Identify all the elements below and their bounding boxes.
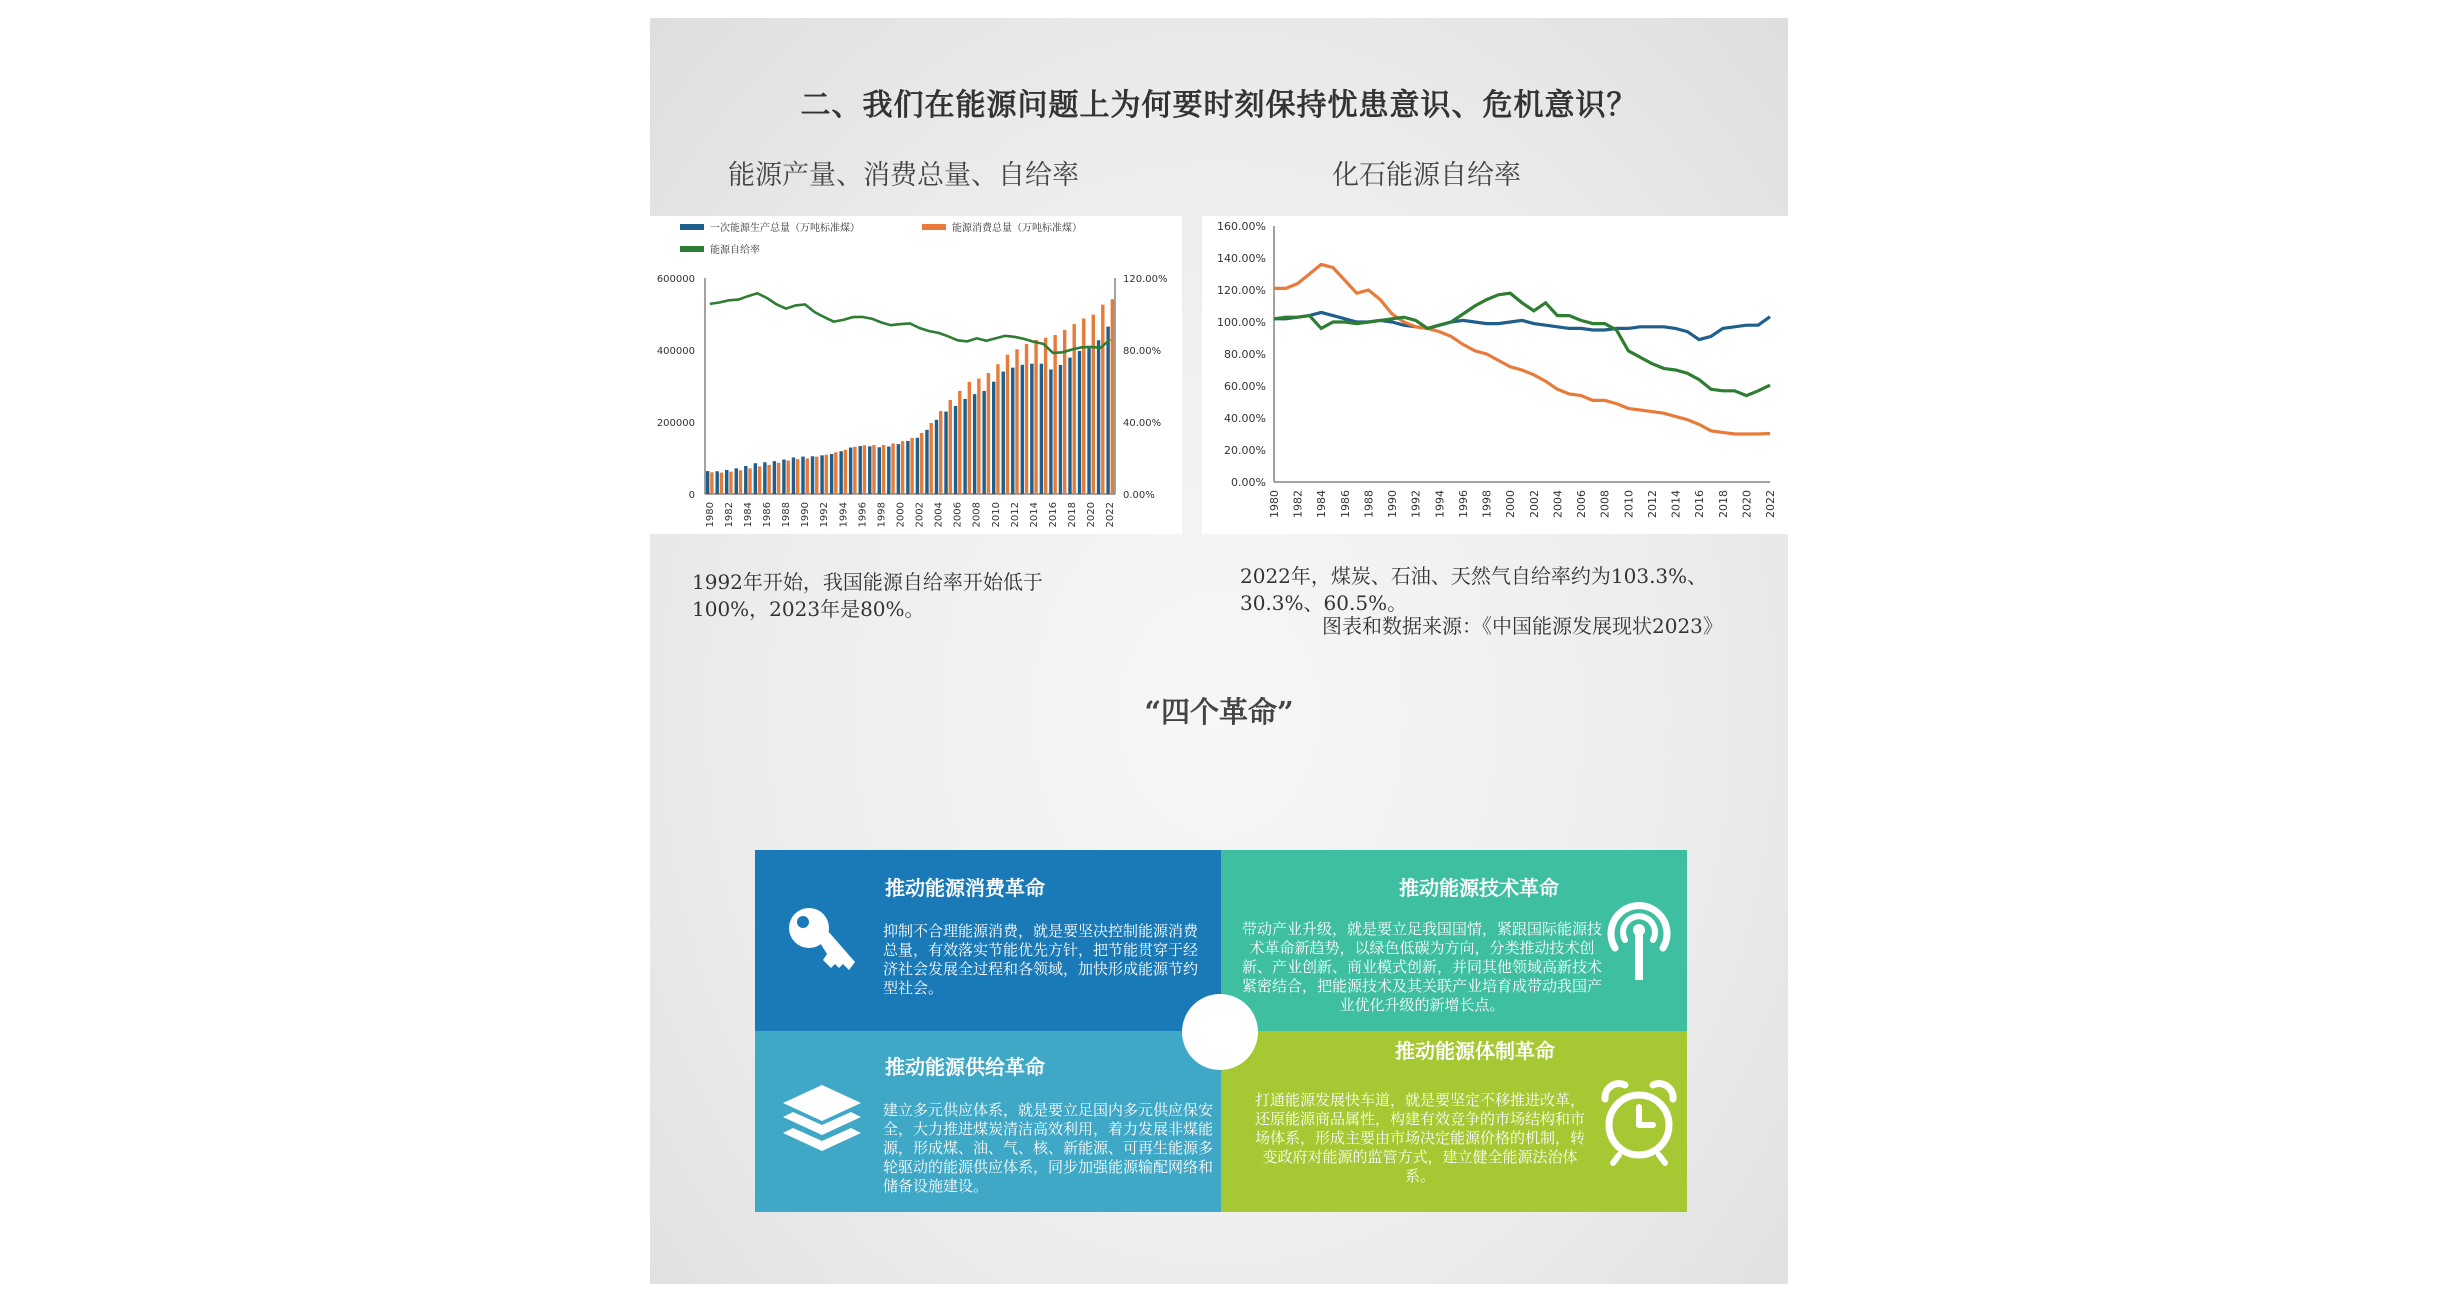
production-bar xyxy=(811,456,814,494)
consumption-bar xyxy=(1015,349,1018,494)
production-bar xyxy=(906,441,909,494)
production-bar xyxy=(1087,347,1090,494)
consumption-bar xyxy=(968,382,971,494)
x-tick-label: 2010 xyxy=(1622,490,1636,518)
x-tick-label: 1982 xyxy=(723,502,735,528)
consumption-bar xyxy=(786,461,789,494)
series-line-2 xyxy=(1274,293,1770,395)
legend-label: 一次能源生产总量（万吨标准煤） xyxy=(710,223,860,234)
consumption-bar xyxy=(1082,319,1085,495)
y-tick-label: 100.00% xyxy=(1217,316,1266,329)
self-sufficiency-line xyxy=(710,293,1110,353)
production-bar xyxy=(801,457,804,494)
x-tick-label: 2010 xyxy=(990,502,1002,528)
x-tick-label: 1994 xyxy=(838,502,850,528)
x-tick-label: 1986 xyxy=(762,502,773,528)
x-tick-label: 1994 xyxy=(1433,490,1447,518)
consumption-bar xyxy=(796,459,799,494)
x-tick-label: 1988 xyxy=(1362,490,1376,518)
consumption-bar xyxy=(891,443,894,494)
legend-label: 能源消费总量（万吨标准煤） xyxy=(952,223,1082,234)
x-tick-label: 2020 xyxy=(1740,490,1754,518)
consumption-bar xyxy=(882,445,885,494)
x-tick-label: 2016 xyxy=(1048,502,1059,528)
technology-revolution-card xyxy=(1221,850,1687,1031)
legend-swatch xyxy=(922,224,946,230)
x-tick-label: 2018 xyxy=(1067,502,1079,528)
legend-label: 能源自给率 xyxy=(710,245,760,256)
right-note: 2022年，煤炭、石油、天然气自给率约为103.3%、30.3%、60.5%。 xyxy=(1240,564,1708,615)
card-body: 带动产业升级，就是要立足我国国情，紧跟国际能源技术革命新趋势，以绿色低碳为方向，分类推动技术创新、产业创新、商业模式创新，并同其他领域高新技术紧密结合，把能源技术及其关联产业培育成带动我国产业优化升级的新增长点。 xyxy=(1241,920,1602,1014)
production-bar xyxy=(782,460,785,494)
y-tick-label: 80.00% xyxy=(1224,348,1266,361)
x-tick-label: 1986 xyxy=(1338,490,1352,518)
supply-revolution-card xyxy=(755,1031,1221,1212)
consumption-bar xyxy=(920,433,923,494)
slide xyxy=(650,18,1788,1284)
x-tick-label: 1982 xyxy=(1291,490,1305,518)
consumption-revolution-card xyxy=(755,850,1221,1031)
production-bar xyxy=(887,447,890,494)
consumption-bar xyxy=(844,450,847,494)
x-tick-label: 2018 xyxy=(1716,490,1730,518)
x-tick-label: 2002 xyxy=(1527,490,1541,518)
x-tick-label: 1984 xyxy=(742,502,754,528)
x-tick-label: 2008 xyxy=(971,502,983,528)
left-chart-title: 能源产量、消费总量、自给率 xyxy=(728,160,1079,191)
x-tick-label: 2008 xyxy=(1598,490,1612,518)
production-bar xyxy=(963,399,966,494)
consumption-bar xyxy=(729,472,732,494)
page-heading: 二、我们在能源问题上为何要时刻保持忧患意识、危机意识？ xyxy=(800,88,1638,123)
consumption-bar xyxy=(939,411,942,494)
right-chart-box xyxy=(1202,216,1788,534)
consumption-bar xyxy=(777,463,780,494)
production-bar xyxy=(1021,365,1024,494)
y-right-tick-label: 0.00% xyxy=(1123,490,1155,501)
card-title: 推动能源技术革命 xyxy=(1399,876,1559,900)
card-body: 打通能源发展快车道，就是要坚定不移推进改革，还原能源商品属性，构建有效竞争的市场结构和市场体系，形成主要由市场决定能源价格的机制，转变政府对能源的监管方式，建立健全能源法治体系。 xyxy=(1255,1091,1586,1185)
x-tick-label: 2022 xyxy=(1105,502,1117,528)
consumption-bar xyxy=(720,473,723,494)
production-bar xyxy=(725,470,728,494)
y-right-tick-label: 80.00% xyxy=(1123,346,1162,357)
x-tick-label: 1998 xyxy=(1480,490,1494,518)
x-tick-label: 2004 xyxy=(1551,490,1565,518)
x-tick-label: 2006 xyxy=(1575,490,1588,518)
y-tick-label: 60.00% xyxy=(1224,380,1266,393)
series-line-1 xyxy=(1274,264,1770,434)
x-tick-label: 2014 xyxy=(1029,502,1040,528)
x-tick-label: 1980 xyxy=(704,502,716,528)
consumption-bar xyxy=(1006,355,1009,494)
x-tick-label: 2012 xyxy=(1009,502,1021,528)
x-tick-label: 1984 xyxy=(1315,490,1329,518)
consumption-bar xyxy=(748,468,751,494)
x-tick-label: 2022 xyxy=(1764,490,1777,518)
y-tick-label: 120.00% xyxy=(1217,284,1266,297)
legend-swatch xyxy=(680,224,704,230)
production-bar xyxy=(858,446,861,494)
system-revolution-card xyxy=(1221,1031,1687,1212)
legend-swatch xyxy=(680,246,704,252)
consumption-bar xyxy=(1053,335,1056,494)
x-tick-label: 1980 xyxy=(1268,490,1281,518)
y-tick-label: 20.00% xyxy=(1224,444,1266,457)
four-revolutions-title: “四个革命” xyxy=(1144,695,1294,729)
consumption-bar xyxy=(910,438,913,494)
consumption-bar xyxy=(1101,305,1104,494)
consumption-bar xyxy=(1044,338,1047,494)
production-bar xyxy=(935,420,938,494)
card-title: 推动能源体制革命 xyxy=(1395,1039,1555,1063)
production-bar xyxy=(925,430,928,494)
source-note: 图表和数据来源：《中国能源发展现状2023》 xyxy=(1322,614,1723,638)
x-tick-label: 2020 xyxy=(1086,502,1098,528)
consumption-bar xyxy=(872,445,875,494)
y-left-tick-label: 0 xyxy=(688,490,695,501)
consumption-bar xyxy=(853,447,856,494)
series-line-0 xyxy=(1274,312,1770,339)
production-bar xyxy=(1002,372,1005,494)
layers-icon xyxy=(779,1079,865,1165)
consumption-bar xyxy=(710,472,713,494)
production-bar xyxy=(763,462,766,494)
production-bar xyxy=(916,438,919,494)
y-left-tick-label: 600000 xyxy=(656,274,695,285)
production-bar xyxy=(1040,364,1043,494)
production-bar xyxy=(735,468,738,494)
consumption-bar xyxy=(958,391,961,494)
consumption-bar xyxy=(901,441,904,494)
x-tick-label: 2014 xyxy=(1669,490,1683,518)
production-bar xyxy=(992,382,995,494)
right-chart-title: 化石能源自给率 xyxy=(1332,160,1521,191)
consumption-bar xyxy=(977,379,980,494)
production-bar xyxy=(830,454,833,494)
y-tick-label: 40.00% xyxy=(1224,412,1266,425)
x-tick-label: 1988 xyxy=(781,502,792,528)
left-note: 1992年开始，我国能源自给率开始低于100%，2023年是80%。 xyxy=(692,570,1043,621)
consumption-bar xyxy=(739,470,742,494)
x-tick-label: 1996 xyxy=(857,502,869,528)
consumption-bar xyxy=(1111,299,1114,494)
alarm-clock-icon xyxy=(1597,1077,1681,1167)
x-tick-label: 1992 xyxy=(1409,490,1423,518)
production-bar xyxy=(1049,369,1052,494)
production-bar xyxy=(1068,358,1071,494)
antenna-icon xyxy=(1601,896,1677,986)
card-body: 建立多元供应体系，就是要立足国内多元供应保安全，大力推进煤炭清洁高效利用，着力发展非煤能源，形成煤、油、气、核、新能源、可再生能源多轮驱动的能源供应体系，同步加强能源输配网络和储备设施建设。 xyxy=(883,1101,1214,1195)
four-revolutions-panel xyxy=(755,850,1687,1212)
card-title: 推动能源消费革命 xyxy=(885,876,1045,900)
production-bar xyxy=(839,451,842,494)
production-bar xyxy=(773,461,776,494)
consumption-bar xyxy=(1092,315,1095,494)
production-bar xyxy=(1059,365,1062,494)
consumption-bar xyxy=(834,452,837,494)
production-bar xyxy=(954,406,957,494)
fossil-self-sufficiency-chart xyxy=(1202,216,1788,534)
production-bar xyxy=(1030,364,1033,494)
production-bar xyxy=(878,447,881,494)
production-bar xyxy=(897,444,900,494)
y-tick-label: 140.00% xyxy=(1217,252,1266,265)
y-right-tick-label: 120.00% xyxy=(1123,274,1168,285)
energy-production-consumption-chart xyxy=(650,216,1182,534)
x-tick-label: 1992 xyxy=(819,502,831,528)
production-bar xyxy=(982,391,985,494)
y-left-tick-label: 200000 xyxy=(656,418,695,429)
production-bar xyxy=(1106,327,1109,494)
consumption-bar xyxy=(863,445,866,494)
production-bar xyxy=(754,463,757,494)
consumption-bar xyxy=(929,423,932,494)
x-tick-label: 2004 xyxy=(933,502,945,528)
y-tick-label: 0.00% xyxy=(1231,476,1266,489)
card-body: 抑制不合理能源消费，就是要坚决控制能源消费总量，有效落实节能优先方针，把节能贯穿于经济社会发展全过程和各领域，加快形成能源节约型社会。 xyxy=(883,922,1199,997)
consumption-bar xyxy=(1063,330,1066,494)
consumption-bar xyxy=(987,373,990,494)
consumption-bar xyxy=(949,400,952,494)
x-tick-label: 1998 xyxy=(876,502,888,528)
production-bar xyxy=(944,412,947,494)
consumption-bar xyxy=(758,466,761,494)
x-tick-label: 1990 xyxy=(1386,490,1400,518)
x-tick-label: 2000 xyxy=(1504,490,1518,518)
production-bar xyxy=(744,466,747,494)
consumption-bar xyxy=(1034,340,1037,494)
consumption-bar xyxy=(1025,344,1028,494)
x-tick-label: 2002 xyxy=(914,502,926,528)
production-bar xyxy=(849,448,852,494)
center-circle xyxy=(1182,994,1258,1070)
production-bar xyxy=(868,446,871,494)
key-icon xyxy=(783,902,863,982)
production-bar xyxy=(1011,368,1014,494)
x-tick-label: 2016 xyxy=(1693,490,1707,518)
y-tick-label: 160.00% xyxy=(1217,220,1266,233)
x-tick-label: 2012 xyxy=(1645,490,1659,518)
production-bar xyxy=(1097,340,1100,494)
consumption-bar xyxy=(825,455,828,494)
production-bar xyxy=(715,471,718,494)
x-tick-label: 2000 xyxy=(895,502,907,528)
production-bar xyxy=(820,455,823,494)
consumption-bar xyxy=(996,364,999,494)
consumption-bar xyxy=(806,458,809,494)
production-bar xyxy=(706,471,709,494)
consumption-bar xyxy=(815,457,818,494)
y-right-tick-label: 40.00% xyxy=(1123,418,1162,429)
x-tick-label: 1990 xyxy=(800,502,812,528)
production-bar xyxy=(1078,351,1081,494)
card-title: 推动能源供给革命 xyxy=(885,1055,1045,1079)
left-chart-box xyxy=(650,216,1182,534)
x-tick-label: 1996 xyxy=(1457,490,1470,518)
x-tick-label: 2006 xyxy=(952,502,964,528)
consumption-bar xyxy=(767,465,770,494)
production-bar xyxy=(973,394,976,494)
y-left-tick-label: 400000 xyxy=(656,346,695,357)
production-bar xyxy=(792,457,795,494)
